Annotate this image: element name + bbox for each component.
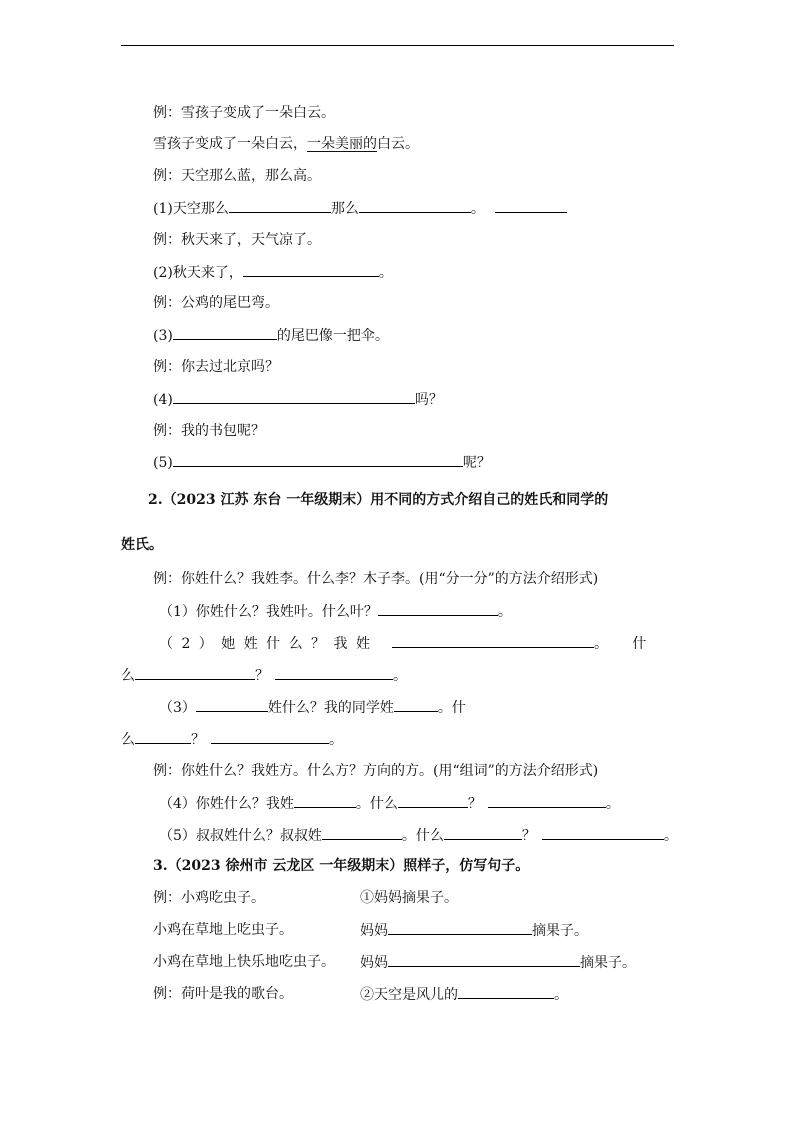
answer-blank[interactable] [444, 825, 522, 840]
question-text: 。什 [437, 700, 466, 716]
section-title: （2023 江苏 东台 一年级期末）用不同的方式介绍自己的姓氏和同学的 [162, 492, 609, 508]
answer-blank[interactable] [243, 262, 379, 277]
question-line [159, 793, 620, 814]
example-text: 例：你姓什么？我姓李。什么李？木子李。(用“分一分”的方法介绍形式) [153, 571, 599, 587]
example-line [153, 357, 279, 377]
example-line [153, 952, 335, 972]
answer-blank[interactable] [294, 793, 356, 808]
example-line [153, 421, 265, 441]
example-text: 例：你去过北京吗？ [153, 359, 279, 375]
example-text: 例：雪孩子变成了一朵白云。 [153, 105, 335, 121]
question-text: （3） [159, 700, 196, 716]
question-line [159, 601, 512, 622]
example-line [153, 293, 279, 313]
question-line-cont [121, 665, 407, 686]
question-text: 。 [554, 987, 568, 1003]
section-heading [153, 856, 529, 876]
question-text: 摘果子。 [580, 955, 636, 971]
question-text: 呢？ [462, 455, 491, 471]
question-text: ？ [255, 668, 269, 684]
example-line [153, 230, 321, 250]
question-text: 。 [605, 796, 620, 812]
example-line [153, 166, 321, 186]
underlined-phrase: 一朵美丽的 [307, 136, 377, 152]
section-title: 姓氏。 [121, 537, 163, 553]
answer-blank[interactable] [173, 325, 277, 340]
example-line [153, 920, 293, 940]
question-text: 姓什么？我的同学姓 [267, 700, 394, 716]
answer-blank[interactable] [359, 198, 471, 213]
answer-blank[interactable] [135, 729, 191, 744]
question-text: (5) [153, 455, 173, 471]
example-text: 白云。 [377, 136, 419, 152]
answer-blank[interactable] [458, 984, 554, 999]
example-text: 例：公鸡的尾巴弯。 [153, 295, 279, 311]
question-line [360, 952, 636, 973]
example-line [153, 569, 598, 589]
question-text: ？ [191, 732, 205, 748]
question-line [159, 697, 466, 718]
answer-blank[interactable] [229, 198, 331, 213]
question-line [159, 633, 646, 654]
question-text: 么 [121, 732, 135, 748]
question-text: （ 2 ） 她 姓 什 么 ？ 我 姓 [159, 636, 370, 652]
question-line [360, 984, 568, 1005]
question-line [153, 452, 491, 473]
question-text: 妈妈 [360, 923, 388, 939]
example-text: 例：天空那么蓝，那么高。 [153, 168, 321, 184]
example-text: 例：秋天来了，天气凉了。 [153, 232, 321, 248]
answer-blank[interactable] [392, 633, 594, 648]
answer-blank[interactable] [542, 825, 664, 840]
answer-blank[interactable] [398, 793, 468, 808]
answer-blank[interactable] [378, 601, 498, 616]
question-text: 那么 [330, 201, 359, 217]
question-text: 妈妈 [360, 955, 388, 971]
example-line [153, 103, 335, 123]
question-line [360, 920, 588, 941]
question-text: ？ [521, 828, 536, 844]
answer-blank[interactable] [388, 952, 580, 967]
answer-blank[interactable] [388, 920, 532, 935]
example-text: 例：小鸡吃虫子。 [153, 890, 265, 906]
question-line [153, 262, 393, 283]
header-rule [121, 45, 674, 46]
example-text: 小鸡在草地上快乐地吃虫子。 [153, 954, 335, 970]
question-text: 。什么 [401, 828, 444, 844]
question-text: 。 什 [593, 636, 647, 652]
question-text: ？ [467, 796, 482, 812]
question-text: ①妈妈摘果子。 [360, 890, 458, 906]
section-title: 3.（2023 徐州市 云龙区 一年级期末）照样子，仿写句子。 [153, 858, 530, 874]
example-text: 例：你姓什么？我姓方。什么方？方向的方。(用“组词”的方法介绍形式) [153, 763, 599, 779]
question-text: 么 [121, 668, 135, 684]
example-line [153, 761, 598, 781]
question-line-cont [121, 729, 343, 750]
question-line [153, 198, 567, 219]
answer-blank[interactable] [488, 793, 606, 808]
question-text: 。什么 [355, 796, 398, 812]
question-text: 。 [329, 732, 343, 748]
section-heading-cont [121, 535, 163, 555]
question-line [153, 389, 443, 410]
question-line [159, 825, 678, 846]
section-number: 2. [148, 492, 163, 508]
question-line [360, 888, 458, 908]
question-text: (4) [153, 392, 173, 408]
question-text: 。 [470, 201, 485, 217]
question-text: 的尾巴像一把伞。 [276, 328, 389, 344]
question-text: 。 [663, 828, 678, 844]
example-text: 例：我的书包呢？ [153, 423, 265, 439]
answer-blank[interactable] [275, 665, 393, 680]
example-line [153, 888, 265, 908]
example-text: 雪孩子变成了一朵白云， [153, 136, 307, 152]
example-line [153, 984, 293, 1004]
example-text: 小鸡在草地上吃虫子。 [153, 922, 293, 938]
question-text: (3) [153, 328, 173, 344]
answer-blank[interactable] [211, 729, 329, 744]
question-text: ②天空是风儿的 [360, 987, 458, 1003]
answer-blank[interactable] [135, 665, 255, 680]
answer-blank[interactable] [495, 198, 567, 213]
answer-blank[interactable] [173, 389, 415, 404]
question-text: 。 [393, 668, 407, 684]
question-text: 。 [497, 604, 512, 620]
question-text: 。 [378, 265, 393, 281]
question-text: (2)秋天来了， [153, 265, 243, 281]
question-text: （5）叔叔姓什么？叔叔姓 [159, 828, 322, 844]
answer-blank[interactable] [394, 697, 438, 712]
question-text: 吗？ [414, 392, 443, 408]
question-text: （4）你姓什么？我姓 [159, 796, 294, 812]
question-text: (1)天空那么 [153, 201, 229, 217]
question-text: 摘果子。 [532, 923, 588, 939]
section-heading [148, 490, 608, 510]
example-line [153, 134, 419, 154]
answer-blank[interactable] [322, 825, 402, 840]
question-line [153, 325, 389, 346]
question-text: （1）你姓什么？我姓叶。什么叶？ [159, 604, 378, 620]
answer-blank[interactable] [173, 452, 463, 467]
answer-blank[interactable] [196, 697, 268, 712]
example-text: 例：荷叶是我的歌台。 [153, 986, 293, 1002]
